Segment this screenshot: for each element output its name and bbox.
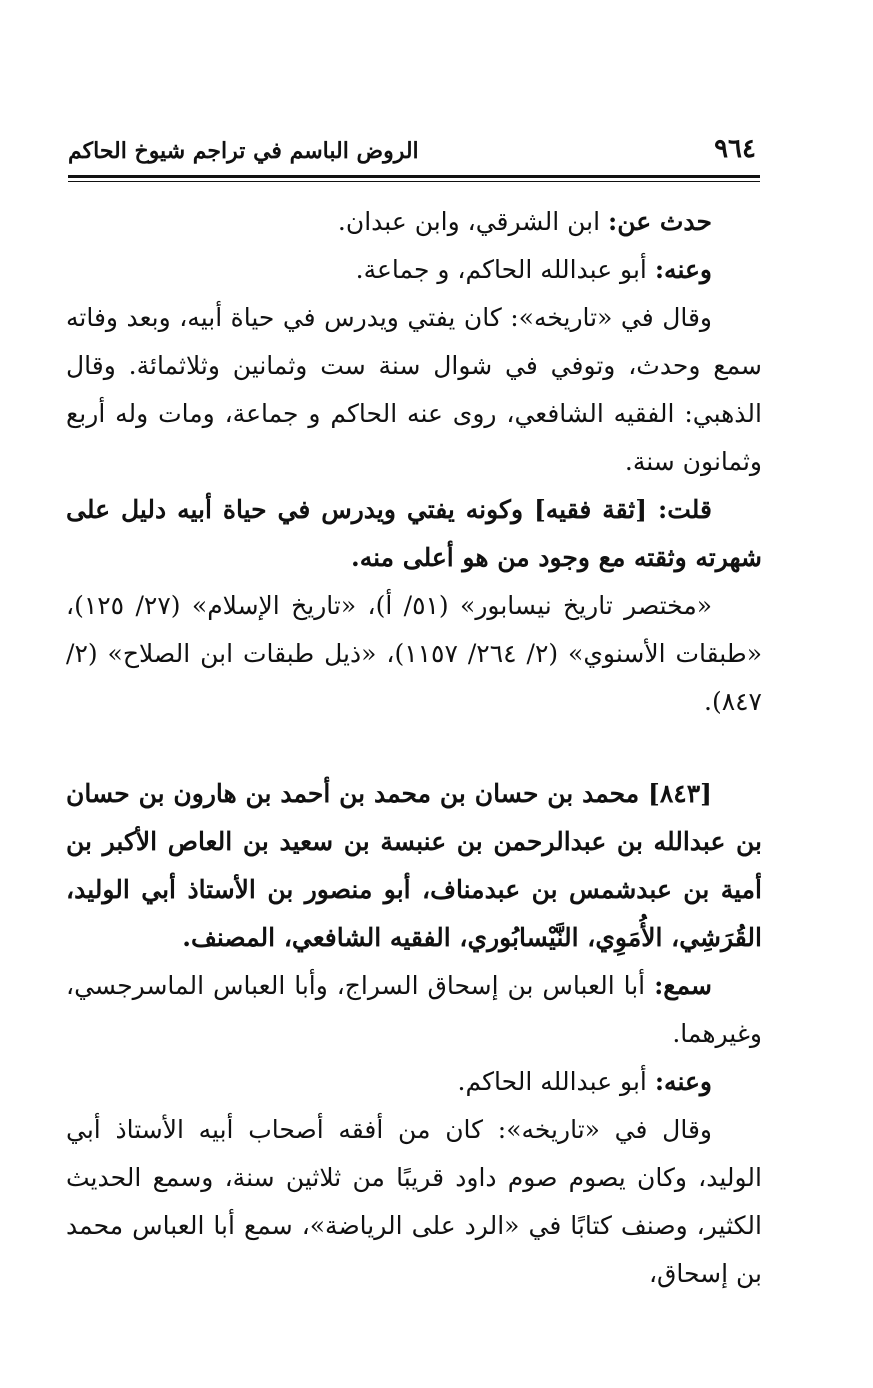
header-rule-thin [68,181,760,182]
heard-label: سمع: [654,971,712,1000]
paragraph-heard-from [66,198,762,246]
heard-label: حدث عن: [608,207,712,236]
paragraph-narrators [66,246,762,294]
heard-text: ابن الشرقي، وابن عبدان. [337,207,608,236]
running-title: الروض الباسم في تراجم شيوخ الحاكم [68,138,419,164]
paragraph-tarikh: وقال في «تاريخه»: كان من أفقه أصحاب أبيه الأستاذ أبي الوليد، وكان يصوم صوم داود قريبًا من ثلاثين سنة، وسمع الحديث الكثير، وصنف كتابًا في «الرد على الرياضة»، سمع أبا العباس محمد بن إسحاق، [66,1115,762,1288]
from-text: أبو عبدالله الحاكم، و جماعة. [355,255,655,284]
heard-text: أبا العباس بن إسحاق السراج، وأبا العباس الماسرجسي، وغيرهما. [66,971,762,1048]
body-text [66,198,762,1298]
paragraph-tarikh: وقال في «تاريخه»: كان يفتي ويدرس في حياة أبيه، وبعد وفاته سمع وحدث، وتوفي في شوال سنة ست وثمانين وثلاثمائة. وقال الذهبي: الفقيه الشافعي، روى عنه الحاكم و جماعة، ومات وله أربع وثمانون سنة. [66,303,762,476]
paragraph-sources: «مختصر تاريخ نيسابور» (٥١/ أ)، «تاريخ الإسلام» (٢٧/ ١٢٥)، «طبقات الأسنوي» (٢/ ٢٦٤/ ١١٥٧)، «ذيل طبقات ابن الصلاح» (٢/ ٨٤٧). [66,591,762,716]
page-header [68,130,758,176]
entry-heading: [٨٤٣] محمد بن حسان بن محمد بن أحمد بن هارون بن حسان بن عبدالله بن عبدالرحمن بن عنبسة بن سعيد بن العاص الأكبر بن أمية بن عبدشمس بن عبدمناف، أبو منصور بن الأستاذ أبي الوليد، القُرَشِي، الأُمَوِي، النَّيْسابُوري، الفقيه الشافعي، المصنف. [66,779,762,952]
paragraph-narrators [66,1058,762,1106]
from-label: وعنه: [654,1067,712,1096]
entry-separator [66,726,762,770]
header-rule-thick [68,175,760,178]
paragraph-qultu: قلت: [ثقة فقيه] وكونه يفتي ويدرس في حياة أبيه دليل على شهرته وثقته مع وجود من هو أعلى منه. [66,495,762,572]
page-number: ٩٦٤ [714,134,756,164]
paragraph-heard [66,962,762,1058]
from-text: أبو عبدالله الحاكم. [457,1067,655,1096]
from-label: وعنه: [654,255,712,284]
